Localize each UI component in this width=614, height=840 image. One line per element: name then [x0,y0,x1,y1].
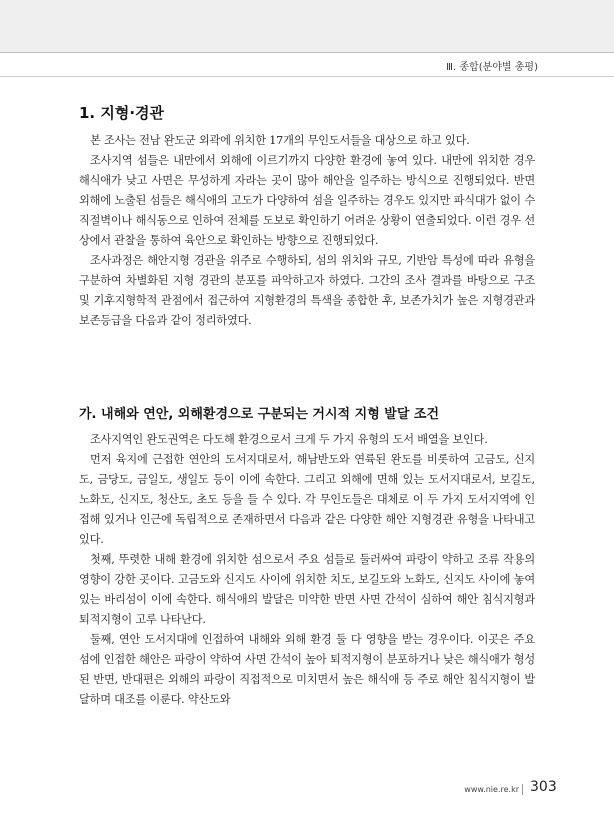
footer-divider [522,784,523,795]
page-number: 303 [530,779,557,795]
paragraph: 먼저 육지에 근접한 연안의 도서지대로서, 해남반도와 연륙된 완도를 비롯하여 고금도, 신지도, 금당도, 금일도, 생일도 등이 이에 속한다. 그리고 외해에 면해 있는 도서지대로서, 보길도, 노화도, 신지도, 청산도, 초도 등을 들 수 있다. 각 무인도들은 대체로 이 두 가지 도서지역에 인접해 있거나 인근에 독립적으로 존재하면서 다음과 같은 다양한 해안 지형경관 유형을 나타내고 있다. [79,453,535,546]
footer-url: www.nie.re.kr [464,785,519,794]
section-body [79,131,535,331]
subsection-body [79,430,535,710]
section-title: 1. 지형·경관 [79,104,165,122]
paragraph: 조사지역인 완도권역은 다도해 환경으로서 크게 두 가지 유형의 도서 배열을 보인다. [90,433,488,446]
paragraph: 조사과정은 해안지형 경관을 위주로 수행하되, 섬의 위치와 규모, 기반암 특성에 따라 유형을 구분하여 차별화된 지형 경관의 분포를 파악하고자 하였다. 그간의 조사 결과를 바탕으로 구조 및 기후지형학적 관점에서 접근하여 지형환경의 특색을 종합한 후, 보존가치가 높은 지형경관과 보존등급을 다음과 같이 정리하였다. [79,254,535,327]
paragraph: 본 조사는 전남 완도군 외곽에 위치한 17개의 무인도서들을 대상으로 하고 있다. [90,134,470,147]
paragraph: 첫째, 뚜렷한 내해 환경에 위치한 섬으로서 주요 섬들로 둘러싸여 파랑이 약하고 조류 작용의 영향이 강한 곳이다. 고금도와 신지도 사이에 위치한 치도, 보길도와 노화도, 신지도 사이에 놓여 있는 바리섬이 이에 속한다. 해식애의 발달은 미약한 반면 사면 간석이 심하여 해안 침식지형과 퇴적지형이 고루 나타난다. [79,553,535,626]
top-band [0,0,614,52]
paragraph: 조사지역 섬들은 내만에서 외해에 이르기까지 다양한 환경에 놓여 있다. 내만에 위치한 경우 해식애가 낮고 사면은 무성하게 자라는 곳이 많아 해안을 일주하는 방식으로 진행되었다. 반면 외해에 노출된 섬들은 해식애의 고도가 다양하여 섬을 일주하는 경우도 있지만 파식대가 없이 수직절벽이나 해식동으로 인하여 전체를 도보로 확인하기 어려운 상황이 연출되었다. 이런 경우 선상에서 관찰을 통하여 육안으로 확인하는 방향으로 진행되었다. [79,154,535,247]
subsection-title: 가. 내해와 연안, 외해환경으로 구분되는 거시적 지형 발달 조건 [79,407,440,422]
running-header: Ⅲ. 종합(분야별 총평) [446,62,538,73]
paragraph: 둘째, 연안 도서지대에 인접하여 내해와 외해 환경 둘 다 영향을 받는 경우이다. 이곳은 주요 섬에 인접한 해안은 파랑이 약하여 사면 간석이 높아 퇴적지형이 분포하거나 낮은 해식애가 형성된 반면, 반대편은 외해의 파랑이 직접적으로 미치면서 높은 해식애 등 주로 해안 침식지형이 발달하며 대조를 이룬다. 약산도와 [79,633,535,706]
top-rule [0,52,614,53]
header-rule [0,76,614,77]
